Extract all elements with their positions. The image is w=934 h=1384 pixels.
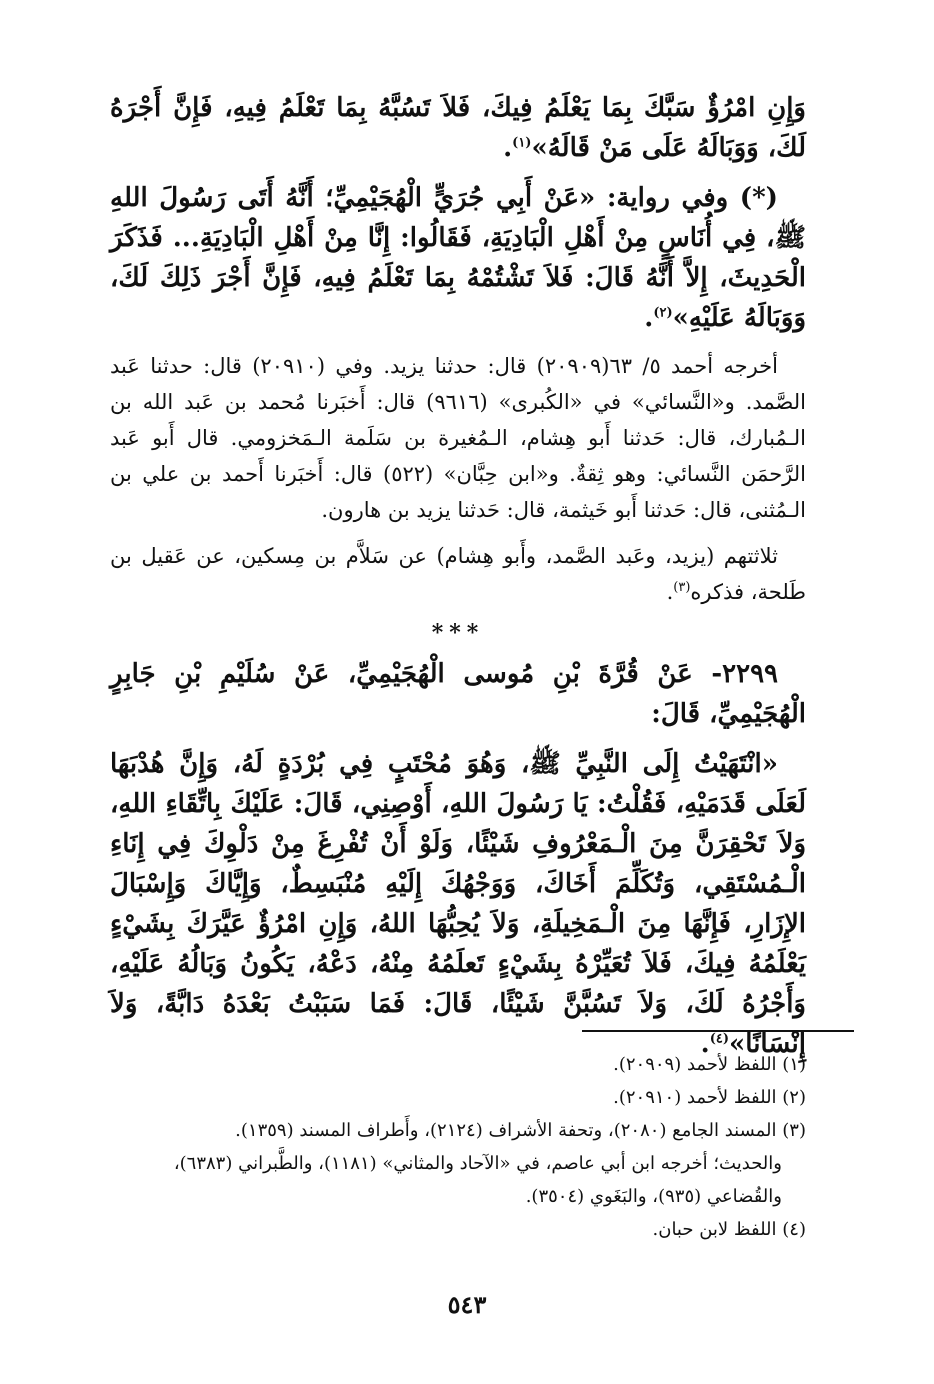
hadith-heading: ٢٢٩٩- عَنْ قُرَّةَ بْنِ مُوسى الْهُجَيْمِيِّ، عَنْ سُلَيْمِ بْنِ جَابِرٍ الْهُجَيْمِيِّ، قَالَ: xyxy=(110,659,806,729)
footnotes xyxy=(110,1048,806,1246)
isnad-summary: ثلاثتهم (يزيد، وعَبد الصَّمد، وأَبو هِشام) عن سَلاَّم بن مِسكين، عن عَقيل بن طَلحة، فذكره$^{(٣)}$. xyxy=(110,544,806,604)
alternate-narration: (*) وفي رواية: «عَنْ أَبِي جُرَيٍّ الْهُجَيْمِيِّ؛ أَنَّهُ أَتَى رَسُولَ اللهِ ﷺ، فِي أُنَاسٍ مِنْ أَهْلِ الْبَادِيَةِ، فَقَالُوا: إِنَّا مِنْ أَهْلِ الْبَادِيَةِ... فَذَكَرَ الْحَدِيثَ، إِلاَّ أَنَّهُ قَالَ: فَلاَ تَشْتُمْهُ بِمَا تَعْلَمُ فِيهِ، فَإِنَّ أَجْرَ ذَلِكَ لَكَ، وَوَبَالَهُ عَلَيْهِ»$^{(٢)}$. xyxy=(110,183,806,333)
hadith-text-span: «انْتَهَيْتُ إِلَى النَّبِيِّ ﷺ، وَهُوَ مُحْتَبٍ فِي بُرْدَةٍ لَهُ، وَإِنَّ هُدْبَهَا لَعَلَى قَدَمَيْهِ، فَقُلْتُ: يَا رَسُولَ اللهِ، أَوْصِنِي، قَالَ: عَلَيْكَ بِاتِّقَاءِ اللهِ، وَلاَ تَحْقِرَنَّ مِنَ الْـمَعْرُوفِ شَيْئًا، وَلَوْ أَنْ تُفْرِغَ مِنْ دَلْوِكَ فِي إِنَاءِ الْـمُسْتَقِي، وَتُكَلِّمَ أَخَاكَ، وَوَجْهُكَ إِلَيْهِ مُنْبَسِطٌ، وَإِيَّاكَ وَإِسْبَالَ الإِزَارِ، فَإِنَّهَا مِنَ الْـمَخِيلَةِ، وَلاَ يُحِبُّهَا اللهُ، وَإِنِ امْرُؤٌ عَيَّرَكَ بِشَيْءٍ يَعْلَمُهُ فِيكَ، فَلاَ تُعَيِّرْهُ بِشَيْءٍ تَعلَمُهُ مِنْهُ، دَعْهُ، يَكُونُ وَبَالُهُ عَلَيْهِ، وَأَجْرُهُ لَكَ، وَلاَ تَسُبَّنَّ شَيْئًا، قَالَ: فَمَا سَبَبْتُ بَعْدَهُ دَابَّةً، وَلاَ إِنْسَانًا» xyxy=(110,749,806,1059)
hadith-text: «انْتَهَيْتُ إِلَى النَّبِيِّ ﷺ، وَهُوَ مُحْتَبٍ فِي بُرْدَةٍ لَهُ، وَإِنَّ هُدْبَهَا لَعَلَى قَدَمَيْهِ، فَقُلْتُ: يَا رَسُولَ اللهِ، أَوْصِنِي، قَالَ: عَلَيْكَ بِاتِّقَاءِ اللهِ، وَلاَ تَحْقِرَنَّ مِنَ الْـمَعْرُوفِ شَيْئًا، وَلَوْ أَنْ تُفْرِغَ مِنْ دَلْوِكَ فِي إِنَاءِ الْـمُسْتَقِي، وَتُكَلِّمَ أَخَاكَ، وَوَجْهُكَ إِلَيْهِ مُنْبَسِطٌ، وَإِيَّاكَ وَإِسْبَالَ الإِزَارِ، فَإِنَّهَا مِنَ الْـمَخِيلَةِ، وَلاَ يُحِبُّهَا اللهُ، وَإِنِ امْرُؤٌ عَيَّرَكَ بِشَيْءٍ يَعْلَمُهُ فِيكَ، فَلاَ تُعَيِّرْهُ بِشَيْءٍ تَعلَمُهُ مِنْهُ، دَعْهُ، يَكُونُ وَبَالُهُ عَلَيْهِ، وَأَجْرُهُ لَكَ، وَلاَ تَسُبَّنَّ شَيْئًا، قَالَ: فَمَا سَبَبْتُ بَعْدَهُ دَابَّةً، وَلاَ إِنْسَانًا»$^{(٤)}$. xyxy=(110,749,806,1059)
footnote-4: (٤) اللفظ لابن حبان. xyxy=(652,1219,806,1240)
isnad-summary-span: ثلاثتهم (يزيد، وعَبد الصَّمد، وأَبو هِشام) عن سَلاَّم بن مِسكين، عن عَقيل بن طَلحة، فذكره xyxy=(110,544,806,604)
section-separator: *** xyxy=(431,620,485,646)
footnote-ref-2: (٢) xyxy=(653,305,673,321)
page-number: ٥٤٣ xyxy=(447,1290,487,1319)
alternate-narration-span: (*) وفي رواية: «عَنْ أَبِي جُرَيٍّ الْهُجَيْمِيِّ؛ أَنَّهُ أَتَى رَسُولَ اللهِ ﷺ، فِي أُنَاسٍ مِنْ أَهْلِ الْبَادِيَةِ، فَقَالُوا: إِنَّا مِنْ أَهْلِ الْبَادِيَةِ... فَذَكَرَ الْحَدِيثَ، إِلاَّ أَنَّهُ قَالَ: فَلاَ تَشْتُمْهُ بِمَا تَعْلَمُ فِيهِ، فَإِنَّ أَجْرَ ذَلِكَ لَكَ، وَوَبَالَهُ عَلَيْهِ» xyxy=(110,183,806,333)
footnote-3-continuation: والحديث؛ أخرجه ابن أبي عاصم، في «الآحاد والمثاني» (١١٨١)، والطَّبراني (٦٣٨٣)، والقُضاعي (٩٣٥)، والبَغَوي (٣٥٠٤). xyxy=(173,1153,782,1207)
footnote-ref-4: (٤) xyxy=(709,1031,730,1047)
footnote-ref-3: (٣) xyxy=(673,580,691,595)
footnote-ref-1: (١) xyxy=(512,135,532,151)
hadith-text-continuation-span: وَإِنِ امْرُؤٌ سَبَّكَ بِمَا يَعْلَمُ فِيكَ، فَلاَ تَسُبَّهُ بِمَا تَعْلَمُ فِيهِ، فَإِنَّ أَجْرَهُ لَكَ، وَوَبَالَهُ عَلَى مَنْ قَالَهُ» xyxy=(110,93,806,163)
footnote-1: (١) اللفظ لأحمد (٢٠٩٠٩). xyxy=(613,1054,806,1075)
footnote-divider xyxy=(582,1030,854,1032)
hadith-text-continuation: وَإِنِ امْرُؤٌ سَبَّكَ بِمَا يَعْلَمُ فِيكَ، فَلاَ تَسُبَّهُ بِمَا تَعْلَمُ فِيهِ، فَإِنَّ أَجْرَهُ لَكَ، وَوَبَالَهُ عَلَى مَنْ قَالَهُ»$^{(١)}$. xyxy=(110,93,806,163)
footnote-3: (٣) المسند الجامع (٢٠٨٠)، وتحفة الأشراف (٢١٢٤)، وأَطراف المسند (١٣٥٩). xyxy=(235,1120,806,1141)
takhrij-paragraph: أخرجه أحمد ٥/ ٦٣(٢٠٩٠٩) قال: حدثنا يزيد. وفي (٢٠٩١٠) قال: حدثنا عَبد الصَّمد. و«النَّسائي» في «الكُبرى» (٩٦١٦) قال: أَخبَرنا مُحمد بن عَبد الله بن الـمُبارك، قال: حَدثنا أَبو هِشام، الـمُغيرة بن سَلَمة الـمَخزومي. قال أَبو عَبد الرَّحمَن النَّسائي: وهو ثِقةٌ. و«ابن حِبَّان» (٥٢٢) قال: أَخبَرنا أَحمد بن علي بن الـمُثنى، قال: حَدثنا أَبو خَيثمة، قال: حَدثنا يزيد بن هارون. xyxy=(110,354,807,522)
footnote-2: (٢) اللفظ لأحمد (٢٠٩١٠). xyxy=(613,1087,806,1108)
main-text xyxy=(110,88,806,1074)
